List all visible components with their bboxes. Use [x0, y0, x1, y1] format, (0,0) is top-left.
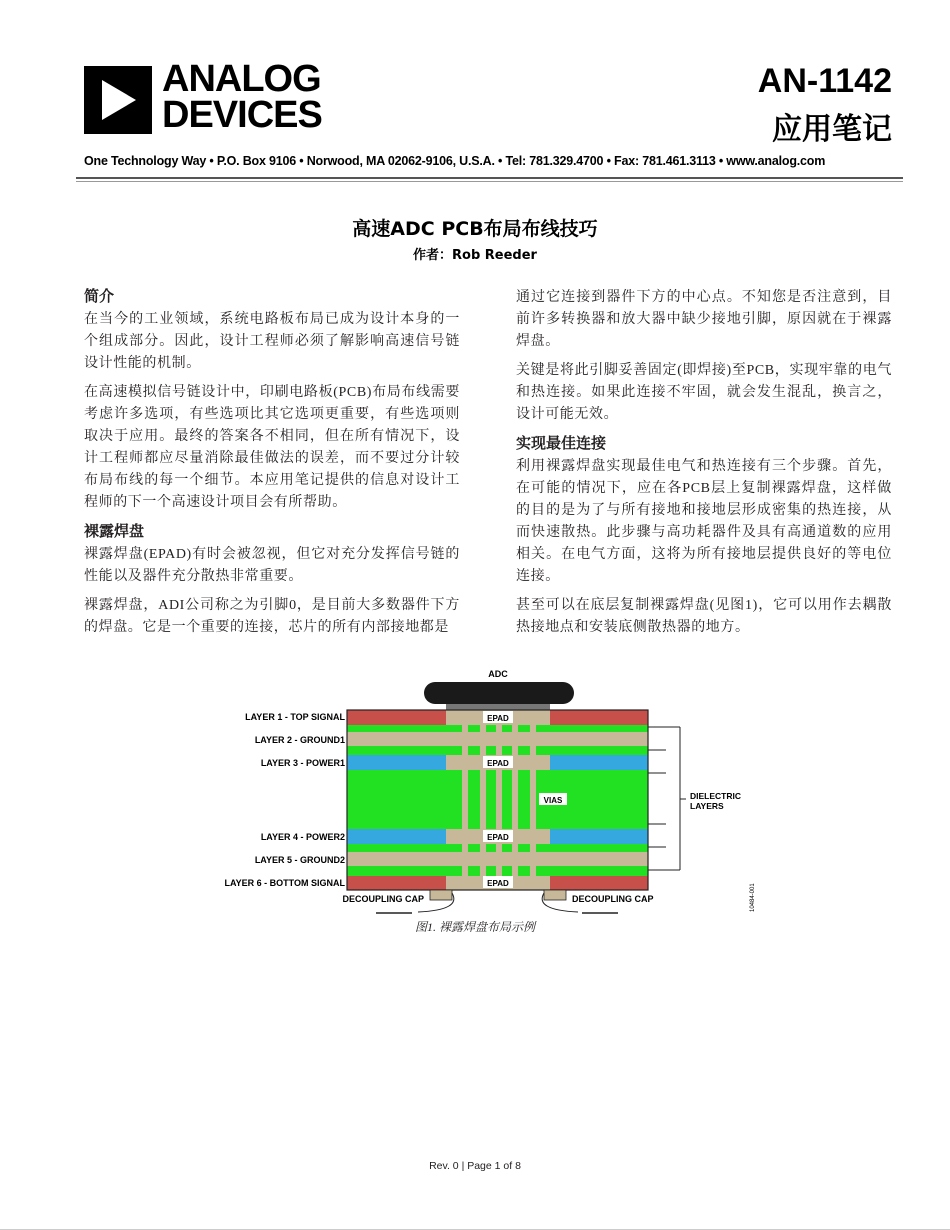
layer-label-3: LAYER 3 - POWER1: [260, 758, 345, 768]
adc-epad-contact: [446, 704, 550, 710]
decoupling-label-left: DECOUPLING CAP: [342, 894, 424, 904]
epad-label-1: EPAD: [487, 714, 509, 723]
paragraph-epad-3: 通过它连接到器件下方的中心点。不知您是否注意到，目前许多转换器和放大器中缺少接地引脚，原因就在于裸露焊盘。: [516, 290, 892, 349]
decoupling-label-right: DECOUPLING CAP: [572, 894, 654, 904]
figure-caption: 图1. 裸露焊盘布局示例: [414, 920, 535, 934]
paragraph-intro-2: 在高速模拟信号链设计中，印刷电路板(PCB)布局布线需要考虑许多选项，有些选项比其它选项更重要，有些选项则取决于应用。最终的答案各不相同，但在所有情况下，设计工程师都应尽量消除最佳做法的误差，而不要过分计较布局布线的每一个细节。本应用笔记提供的信息对设计工程师的下一个高速设计项目会有所帮助。: [84, 385, 460, 510]
paragraph-epad-1: 裸露焊盘(EPAD)有时会被忽视，但它对充分发挥信号链的性能以及器件充分散热非常重要。: [84, 547, 460, 584]
decoupling-cap-left: [430, 890, 452, 900]
left-column: [84, 286, 460, 646]
company-logo-text: [162, 58, 322, 136]
analog-devices-logo-mark: [84, 66, 152, 134]
document-title: 高速ADC PCB布局布线技巧: [352, 218, 598, 240]
figure-id: 10484-001: [750, 883, 756, 912]
layer-label-4: LAYER 4 - POWER2: [260, 832, 345, 842]
paragraph-epad-2: 裸露焊盘，ADI公司称之为引脚0，是目前大多数器件下方的焊盘。它是一个重要的连接，芯片的所有内部接地都是: [84, 598, 460, 635]
adc-chip: [424, 682, 574, 704]
heading-introduction: 简介: [84, 287, 115, 305]
paragraph-epad-4: 关键是将此引脚妥善固定(即焊接)至PCB，实现牢靠的电气和热连接。如果此连接不牢固，就会发生混乱，换言之，设计可能无效。: [516, 363, 892, 422]
application-note-number: AN-1142: [757, 62, 892, 100]
vias-label: VIAS: [543, 796, 563, 805]
epad-label-6: EPAD: [487, 879, 509, 888]
company-address: One Technology Way • P.O. Box 9106 • Norwood, MA 02062-9106, U.S.A. • Tel: 781.329.4700 • Fax: 781.461.3113 • www.analog.com: [84, 154, 826, 168]
dielectric-label-line1: DIELECTRIC: [690, 791, 741, 801]
logo-line-devices: DEVICES: [162, 94, 322, 136]
heading-exposed-pad: 裸露焊盘: [84, 522, 145, 540]
triangle-logo-icon: [84, 66, 152, 134]
decoupling-cap-right: [544, 890, 566, 900]
header-divider-thin: [76, 181, 903, 182]
heading-best-connection: 实现最佳连接: [516, 434, 607, 452]
paragraph-best-2: 甚至可以在底层复制裸露焊盘(见图1)，它可以用作去耦散热接地点和安装底侧散热器的地方。: [516, 598, 892, 635]
header-divider: [76, 177, 903, 179]
layer-label-1: LAYER 1 - TOP SIGNAL: [245, 712, 345, 722]
paragraph-best-1: 利用裸露焊盘实现最佳电气和热连接有三个步骤。首先，在可能的情况下，应在各PCB层上复制裸露焊盘，这样做的目的是为了与所有接地和接地层形成密集的热连接，从而快速散热。此步骤与高功耗器件及具有高通道数的应用相关。在电气方面，这将为所有接地层提供良好的等电位连接。: [516, 459, 892, 584]
page-footer: Rev. 0 | Page 1 of 8: [429, 1160, 521, 1172]
logo-line-analog: ANALOG: [162, 58, 321, 100]
pcb-stackup-figure: [0, 660, 950, 920]
epad-label-3: EPAD: [487, 759, 509, 768]
dielectric-label-line2: LAYERS: [690, 801, 724, 811]
dielectric-bracket: [648, 727, 686, 870]
layer-label-5: LAYER 5 - GROUND2: [254, 855, 345, 865]
application-note-label: 应用笔记: [772, 112, 892, 147]
paragraph-intro-1: 在当今的工业领域，系统电路板布局已成为设计本身的一个组成部分。因此，设计工程师必须了解影响高速信号链设计性能的机制。: [84, 312, 460, 371]
document-author: 作者：Rob Reeder: [413, 248, 537, 263]
adc-label: ADC: [488, 669, 508, 679]
layer-label-6: LAYER 6 - BOTTOM SIGNAL: [224, 878, 345, 888]
right-column: [516, 287, 892, 646]
layer-label-2: LAYER 2 - GROUND1: [254, 735, 345, 745]
epad-label-4: EPAD: [487, 833, 509, 842]
